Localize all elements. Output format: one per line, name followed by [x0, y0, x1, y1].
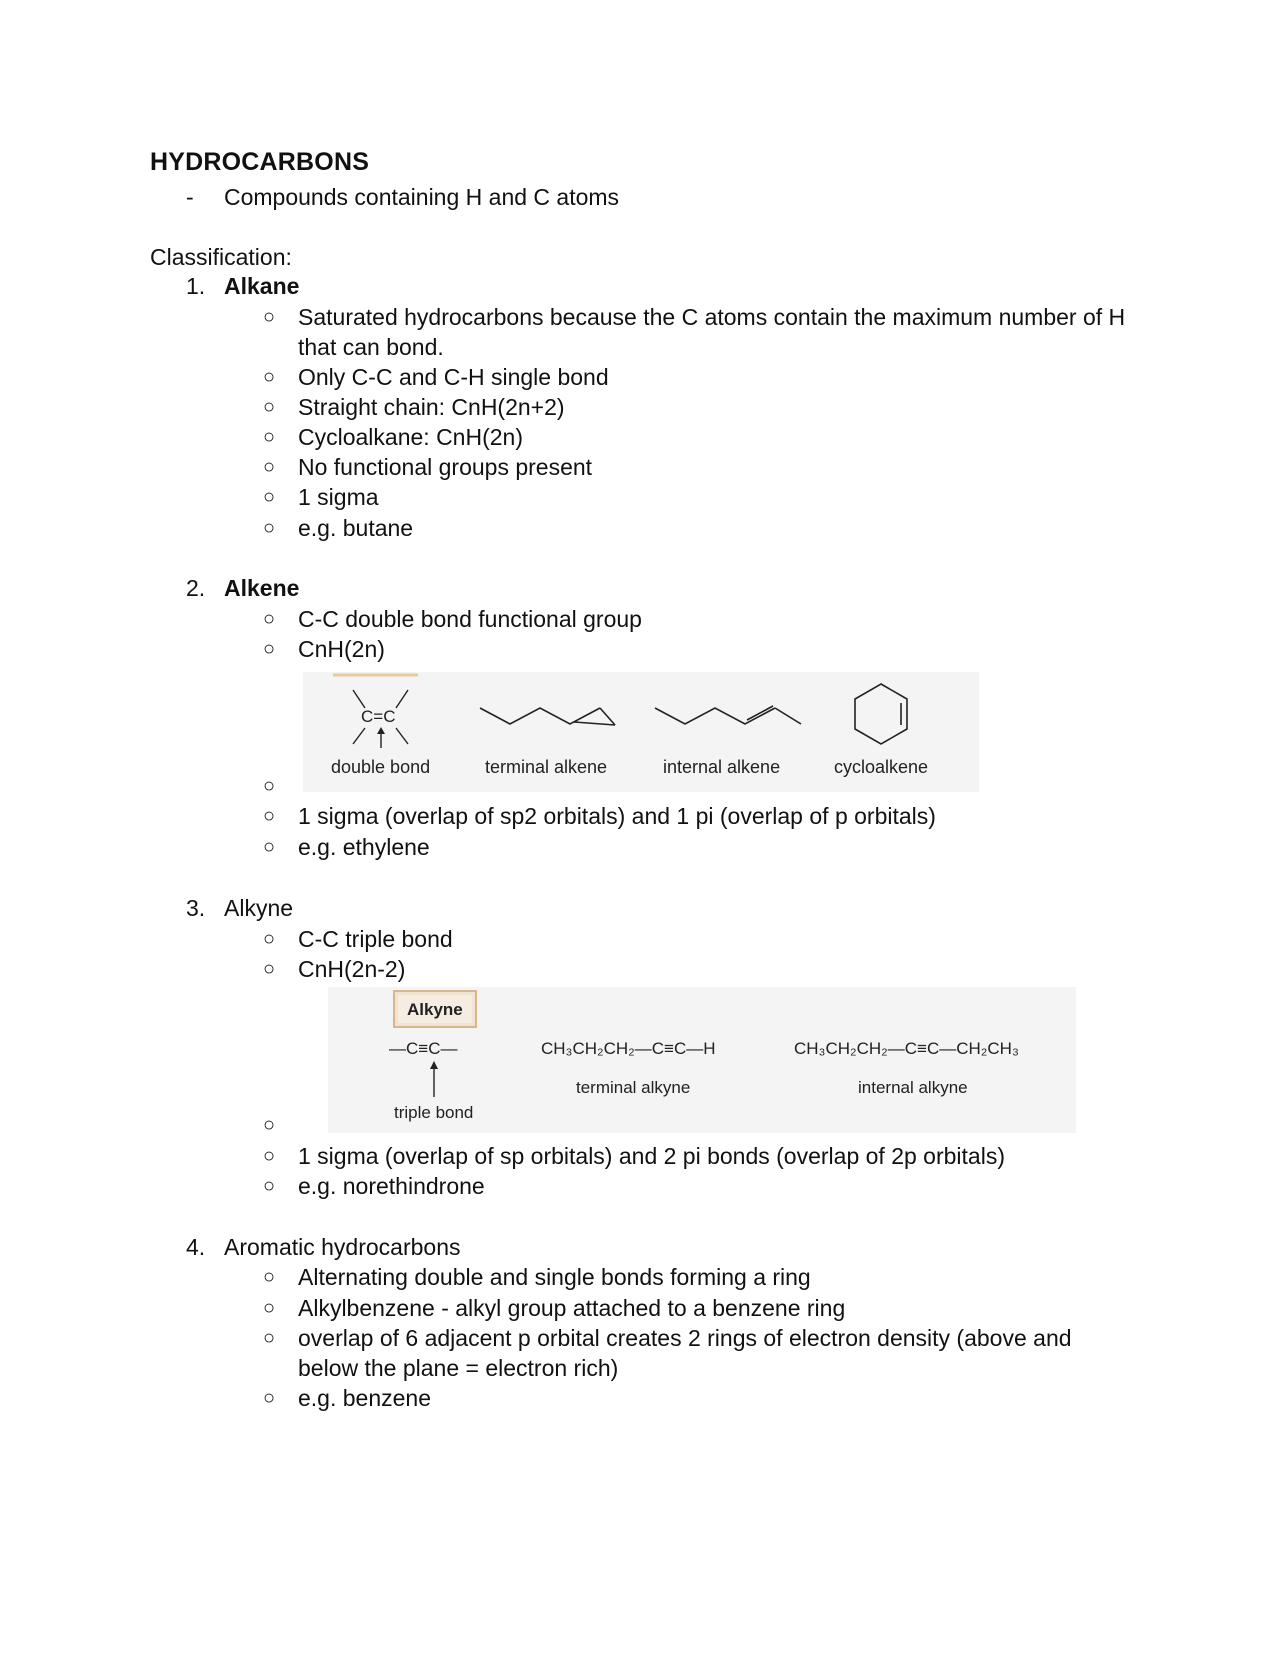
aromatic-number: 4.: [186, 1234, 206, 1260]
alkyne-box-label: Alkyne: [407, 1000, 463, 1019]
alkyne-heading: Alkyne: [224, 895, 294, 921]
bullet: ○: [263, 1114, 276, 1136]
bullet: ○: [263, 1297, 276, 1319]
bullet: ○: [263, 805, 276, 827]
aromatic-item: Alternating double and single bonds forming a ring: [298, 1264, 811, 1290]
internal-alkyne-formula: CH₃CH₂CH₂—C≡C—CH₂CH₃: [794, 1039, 1019, 1058]
alkene-item: 1 sigma (overlap of sp2 orbitals) and 1 pi (overlap of p orbitals): [298, 803, 936, 829]
alkene-figure: [303, 672, 979, 792]
bullet: ○: [263, 928, 276, 950]
bullet: ○: [263, 958, 276, 980]
alkene-item: C-C double bond functional group: [298, 606, 642, 632]
alkane-item: Cycloalkane: CnH(2n): [298, 424, 523, 450]
alkyne-item: e.g. norethindrone: [298, 1173, 485, 1199]
bullet: ○: [263, 1145, 276, 1167]
alkane-item: Only C-C and C-H single bond: [298, 364, 609, 390]
bullet: ○: [263, 456, 276, 478]
bullet: ○: [263, 1266, 276, 1288]
cycloalkene-label: cycloalkene: [834, 757, 929, 777]
terminal-alkyne-label: terminal alkyne: [576, 1078, 691, 1097]
alkane-item-continuation: that can bond.: [298, 334, 444, 360]
alkyne-figure: [328, 987, 1076, 1133]
alkene-item: e.g. ethylene: [298, 834, 430, 860]
triple-bond-label: triple bond: [394, 1103, 474, 1122]
bullet: ○: [263, 836, 276, 858]
intro-dash: -: [186, 184, 194, 210]
page-title: HYDROCARBONS: [150, 148, 370, 176]
bullet: ○: [263, 1175, 276, 1197]
aromatic-item-continuation: below the plane = electron rich): [298, 1355, 619, 1381]
alkene-item: CnH(2n): [298, 636, 385, 662]
internal-alkene-label: internal alkene: [663, 757, 781, 777]
aromatic-item: Alkylbenzene - alkyl group attached to a benzene ring: [298, 1295, 846, 1321]
bullet: ○: [263, 1327, 276, 1349]
alkene-heading: Alkene: [224, 575, 300, 601]
alkyne-item: CnH(2n-2): [298, 956, 406, 982]
classification-label: Classification:: [150, 244, 292, 270]
terminal-alkyne-formula: CH₃CH₂CH₂—C≡C—H: [541, 1039, 716, 1058]
alkene-number: 2.: [186, 575, 206, 601]
intro-text: Compounds containing H and C atoms: [224, 184, 620, 210]
bullet: ○: [263, 638, 276, 660]
alkane-item: No functional groups present: [298, 454, 593, 480]
alkane-item: Saturated hydrocarbons because the C atoms contain the maximum number of H: [298, 304, 1126, 330]
bullet: ○: [263, 486, 276, 508]
aromatic-item: overlap of 6 adjacent p orbital creates 2 rings of electron density (above and: [298, 1325, 1072, 1351]
bullet: ○: [263, 775, 276, 797]
terminal-alkene-label: terminal alkene: [485, 757, 608, 777]
internal-alkyne-label: internal alkyne: [858, 1078, 968, 1097]
alkyne-number: 3.: [186, 895, 206, 921]
alkane-item: 1 sigma: [298, 484, 379, 510]
bullet: ○: [263, 306, 276, 328]
alkyne-item: 1 sigma (overlap of sp orbitals) and 2 pi bonds (overlap of 2p orbitals): [298, 1143, 1005, 1169]
bullet: ○: [263, 1387, 276, 1409]
alkane-heading: Alkane: [224, 273, 300, 299]
bullet: ○: [263, 426, 276, 448]
bullet: ○: [263, 517, 276, 539]
alkane-item: e.g. butane: [298, 515, 414, 541]
aromatic-item: e.g. benzene: [298, 1385, 432, 1411]
alkyne-item: C-C triple bond: [298, 926, 453, 952]
triple-bond-symbol: —C≡C—: [389, 1039, 458, 1058]
bullet: ○: [263, 608, 276, 630]
bullet: ○: [263, 366, 276, 388]
aromatic-heading: Aromatic hydrocarbons: [224, 1234, 461, 1260]
alkane-number: 1.: [186, 273, 206, 299]
double-bond-label: double bond: [331, 757, 431, 777]
alkane-item: Straight chain: CnH(2n+2): [298, 394, 565, 420]
double-bond-symbol: C=C: [361, 707, 396, 726]
bullet: ○: [263, 396, 276, 418]
